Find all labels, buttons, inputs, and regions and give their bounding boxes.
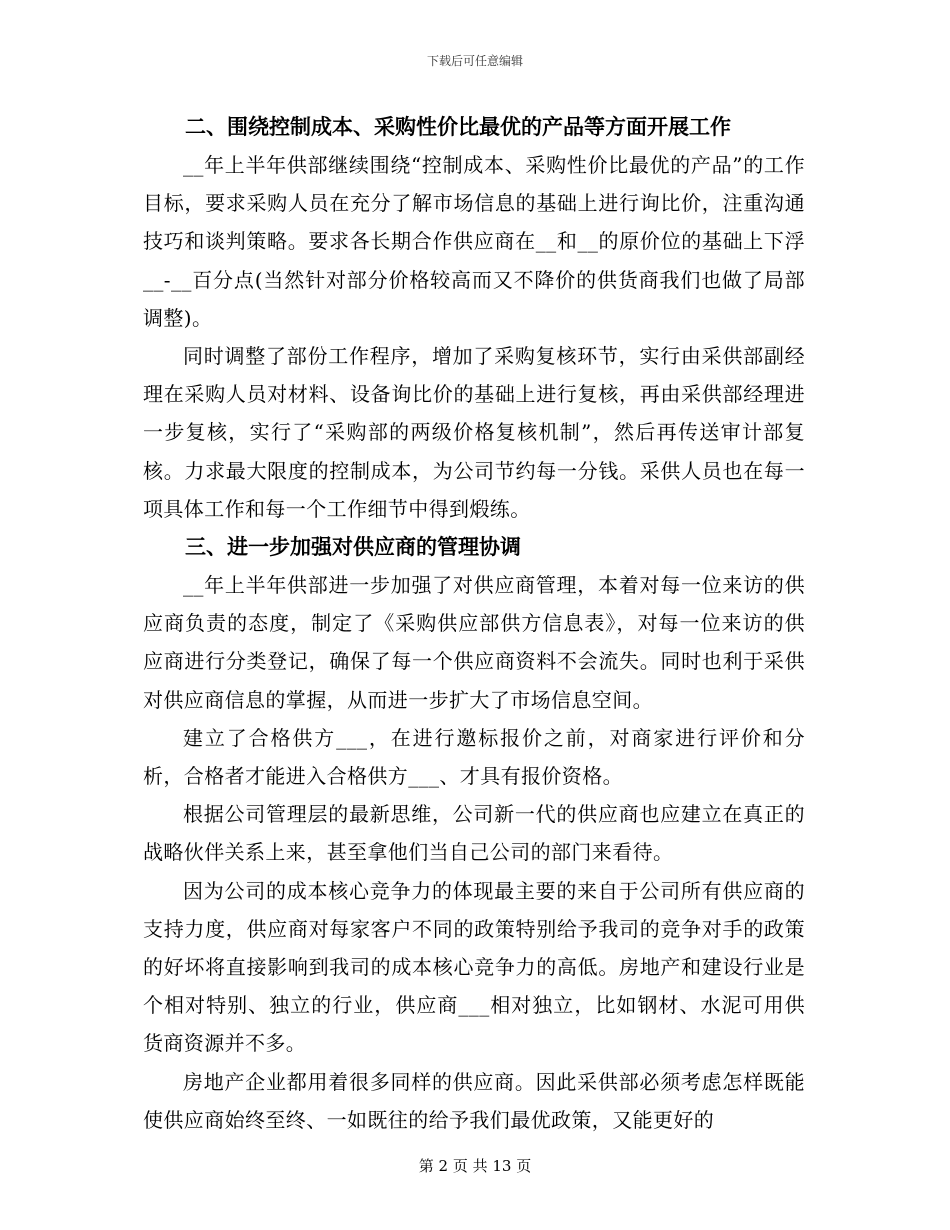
paragraph: __年上半年供部进一步加强了对供应商管理，本着对每一位来访的供应商负责的态度，制定了《采购供应部供方信息表》，对每一位来访的供应商进行分类登记，确保了每一个供应商资料不会流失。同时也利于采供对供应商信息的掌握，从而进一步扩大了市场信息空间。: [143, 573, 805, 712]
document-body: [143, 108, 805, 1139]
section-heading-3: 三、进一步加强对供应商的管理协调: [185, 534, 521, 560]
header-note: 下载后可任意编辑: [426, 54, 523, 68]
paragraph: 建立了合格供方___，在进行邀标报价之前，对商家进行评价和分析，合格者才能进入合格供方___、才具有报价资格。: [143, 725, 805, 789]
paragraph: 根据公司管理层的最新思维，公司新一代的供应商也应建立在真正的战略伙伴关系上来，甚至拿他们当自己公司的部门来看待。: [143, 802, 805, 865]
section-heading-2: 二、围绕控制成本、采购性价比最优的产品等方面开展工作: [185, 114, 731, 139]
paragraph: __年上半年供部继续围绕“控制成本、采购性价比最优的产品”的工作目标，要求采购人员在充分了解市场信息的基础上进行询比价，注重沟通技巧和谈判策略。要求各长期合作供应商在__和__的原价位的基础上下浮__-__百分点(当然针对部分价格较高而又不降价的供货商我们也做了局部调整)。: [143, 153, 805, 330]
paragraph: 因为公司的成本核心竞争力的体现最主要的来自于公司所有供应商的支持力度，供应商对每家客户不同的政策特别给予我司的竞争对手的政策的好坏将直接影响到我司的成本核心竞争力的高低。房地产和建设行业是个相对特别、独立的行业，供应商___相对独立，比如钢材、水泥可用供货商资源并不多。: [143, 878, 805, 1056]
paragraph: 同时调整了部份工作程序，增加了采购复核环节，实行由采供部副经理在采购人员对材料、设备询比价的基础上进行复核，再由采供部经理进一步复核，实行了“采购部的两级价格复核机制”，然后再传送审计部复核。力求最大限度的控制成本，为公司节约每一分钱。采供人员也在每一项具体工作和每一个工作细节中得到煅练。: [143, 344, 805, 521]
page-number-footer: 第 2 页 共 13 页: [418, 1157, 532, 1175]
paragraph: 房地产企业都用着很多同样的供应商。因此采供部必须考虑怎样既能使供应商始终至终、一如既往的给予我们最优政策，又能更好的: [143, 1069, 805, 1132]
